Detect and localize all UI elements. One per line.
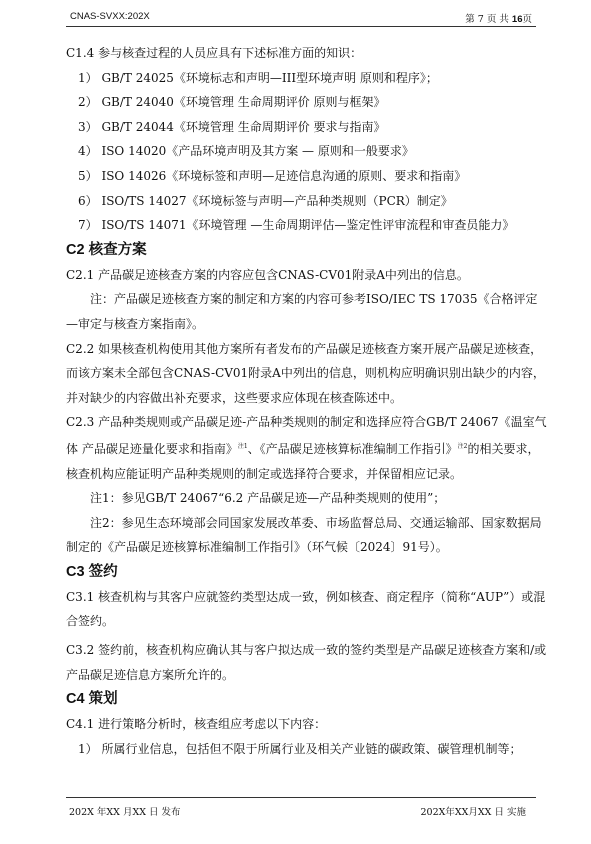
c21-note: 注：产品碳足迹核查方案的制定和方案的内容可参考ISO/IEC TS 17035《合格评定—审定与核查方案指南》。 bbox=[66, 292, 538, 331]
footnote-ref-1: 注1 bbox=[237, 442, 248, 450]
footnote-ref-2: 注2 bbox=[457, 442, 468, 450]
section-c3-heading: C3 签约 bbox=[66, 563, 118, 580]
page-number: 第 7 页 共 16页 bbox=[465, 14, 532, 25]
c14-intro: C1.4 参与核查过程的人员应具有下述标准方面的知识： bbox=[66, 46, 363, 60]
section-c4-heading: C4 策划 bbox=[66, 691, 118, 708]
c41-item-1: 1） 所属行业信息，包括但不限于所属行业及相关产业链的碳政策、碳管理机制等； bbox=[78, 741, 522, 756]
c14-item-5: 5） ISO 14026《环境标签和声明—足迹信息沟通的原则、要求和指南》 bbox=[78, 168, 467, 183]
c41-paragraph: C4.1 进行策略分析时，核查组应考虑以下内容： bbox=[66, 717, 327, 732]
c32-paragraph: C3.2 签约前，核查机构应确认其与客户拟达成一致的签约类型是产品碳足迹核查方案和/或产品碳足迹信息方案所允许的。 bbox=[66, 643, 547, 682]
c31-paragraph: C3.1 核查机构与其客户应就签约类型达成一致，例如核查、商定程序（简称“AUP”）或混合签约。 bbox=[66, 589, 546, 629]
c14-item-4: 4） ISO 14020《产品环境声明及其方案 — 原则和一般要求》 bbox=[78, 144, 414, 159]
c22-paragraph: C2.2 如果核查机构使用其他方案所有者发布的产品碳足迹核查方案开展产品碳足迹核查，而该方案未全部包含CNAS-CV01附录A中列出的信息，则机构应明确识别出缺少的内容，并对缺少的内容做出补充要求，这些要求应体现在核查陈述中。 bbox=[66, 341, 545, 405]
c23-note-2: 注2：参见生态环境部会同国家发展改革委、市场监督总局、交通运输部、国家数据局制定的《产品碳足迹核算标准编制工作指引》（环气候〔2024〕91号）。 bbox=[66, 515, 542, 555]
c21-paragraph: C2.1 产品碳足迹核查方案的内容应包含CNAS-CV01附录A中列出的信息。 bbox=[66, 267, 469, 282]
publish-date: 202X 年XX 月XX 日 发布 bbox=[69, 807, 181, 818]
c14-item-3: 3） GB/T 24044《环境管理 生命周期评价 要求与指南》 bbox=[78, 119, 386, 134]
doc-id: CNAS-SVXX:202X bbox=[70, 11, 150, 22]
c14-item-1: 1） GB/T 24025《环境标志和声明—III型环境声明 原则和程序》； bbox=[78, 70, 438, 85]
page-footer bbox=[66, 797, 536, 826]
c14-item-7: 7） ISO/TS 14071《环境管理 —生命周期评估—鉴定性评审流程和审查员能力》 bbox=[78, 218, 515, 233]
c23-note-1: 注1：参见GB/T 24067“6.2 产品碳足迹—产品种类规则的使用”； bbox=[90, 491, 446, 506]
section-c2-heading: C2 核查方案 bbox=[66, 241, 147, 258]
page-header bbox=[66, 8, 536, 27]
c23-paragraph: C2.3 产品种类规则或产品碳足迹-产品种类规则的制定和选择应符合GB/T 24067《温室气体 产品碳足迹量化要求和指南》$^{注1}$、《产品碳足迹核算标准编制工作指引》$^{注2}$的相关要求，核查机构应能证明产品种类规则的制定或选择符合要求，并保留相应记录。 bbox=[66, 415, 547, 481]
implement-date: 202X年XX月XX 日 实施 bbox=[420, 807, 526, 818]
c14-item-2: 2） GB/T 24040《环境管理 生命周期评价 原则与框架》 bbox=[78, 95, 386, 110]
document-body bbox=[66, 41, 547, 761]
c14-item-6: 6） ISO/TS 14027《环境标签与声明—产品种类规则（PCR）制定》 bbox=[78, 193, 453, 208]
